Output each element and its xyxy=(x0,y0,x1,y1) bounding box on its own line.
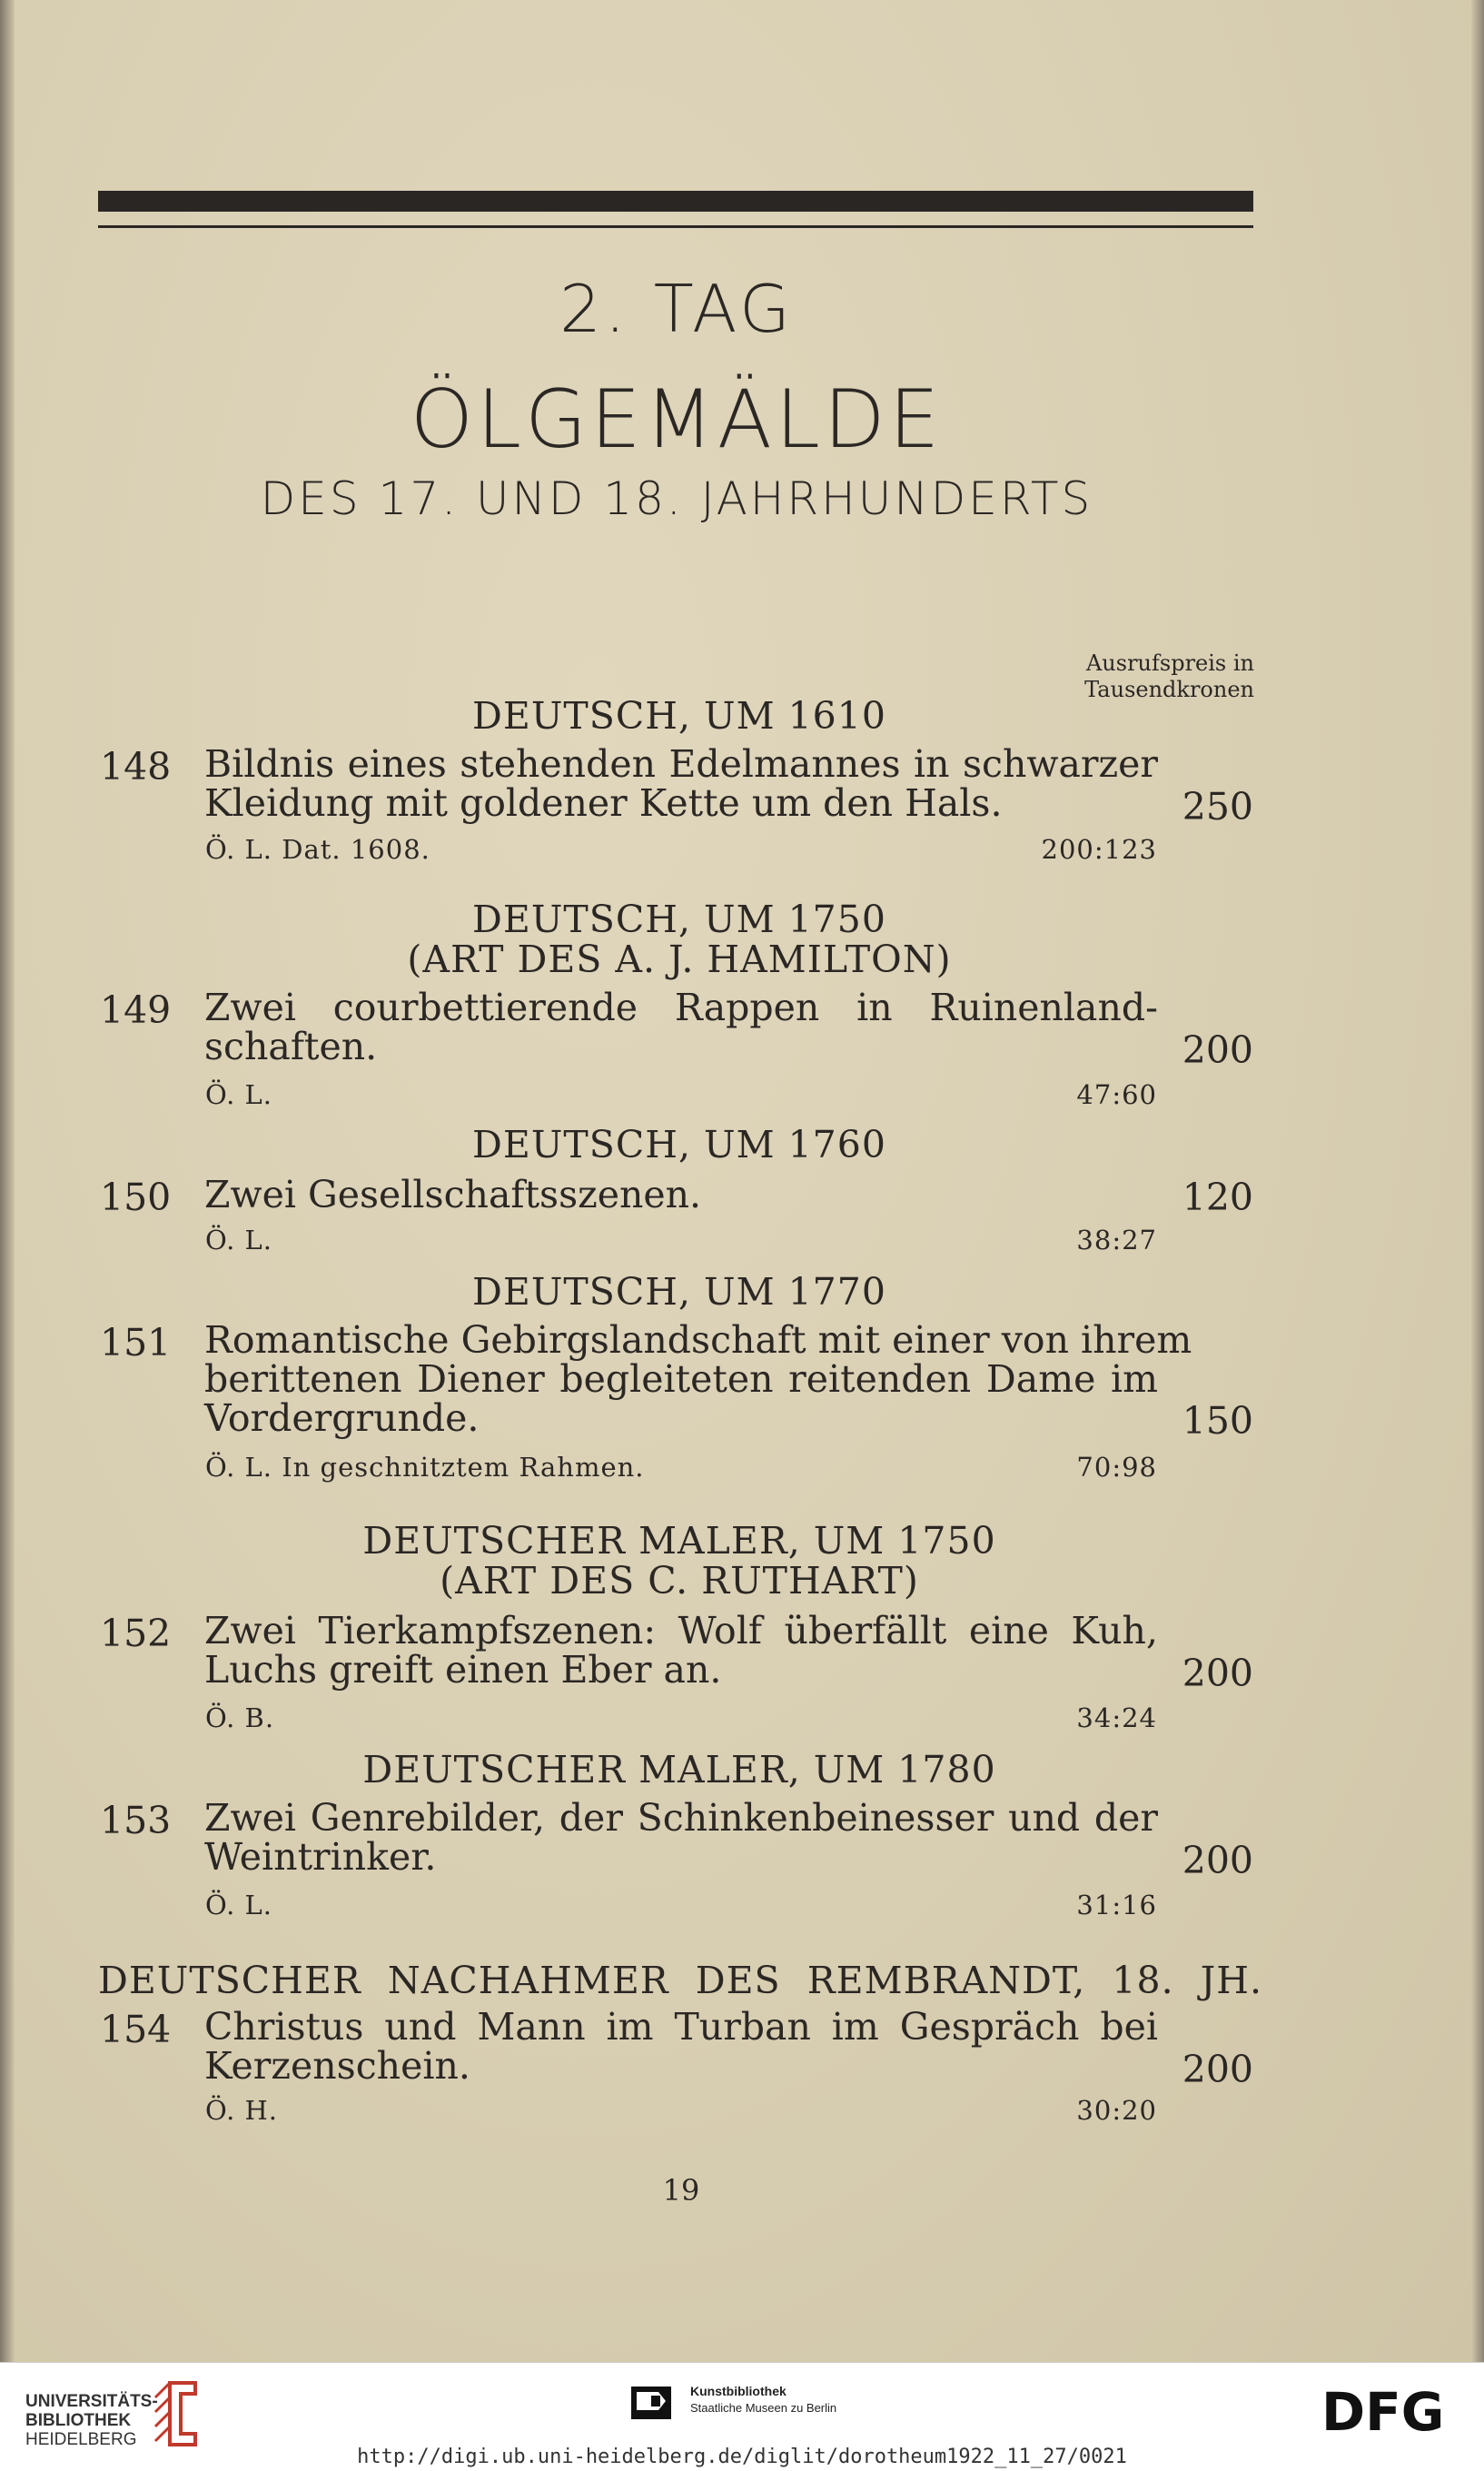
artist-attribution: (ART DES C. RUTHART) xyxy=(440,1559,919,1603)
kunstbibliothek-logo-icon[interactable] xyxy=(631,2383,675,2423)
lot-description-line: Kerzenschein. xyxy=(204,2044,470,2088)
lot-number: 154 xyxy=(100,2008,172,2051)
price-note-line-2: Tausendkronen xyxy=(1084,677,1254,702)
price-note-line-1: Ausrufspreis in xyxy=(1085,650,1254,676)
lot-description-line: Bildnis eines stehenden Edelmannes in schwarzer xyxy=(204,742,1158,786)
section-title: ÖLGEMÄLDE xyxy=(410,372,944,466)
artist-heading: DEUTSCHER NACHAHMER DES REMBRANDT, 18. JH. xyxy=(98,1959,1262,2002)
kunstbibliothek-name: Kunstbibliothek xyxy=(690,2384,787,2398)
artist-heading: DEUTSCHER MALER, UM 1750 xyxy=(362,1519,996,1563)
artist-heading: DEUTSCH, UM 1750 xyxy=(472,898,886,941)
artist-heading: DEUTSCH, UM 1760 xyxy=(472,1123,886,1166)
lot-description-line: Zwei Gesellschaftsszenen. xyxy=(204,1173,702,1216)
university-library-logo-icon[interactable] xyxy=(150,2376,204,2452)
lot-description xyxy=(204,1796,1158,1879)
library-name-line-2: BIBLIOTHEK xyxy=(25,2411,132,2430)
section-subtitle: DES 17. UND 18. JAHRHUNDERTS xyxy=(260,472,1093,525)
lot-description-line: berittenen Diener begleiteten reitenden Dame im xyxy=(204,1357,1158,1401)
lot-description-line: Luchs greift einen Eber an. xyxy=(204,1648,722,1692)
artist-heading: DEUTSCH, UM 1610 xyxy=(472,694,886,738)
lot-description-line: Zwei Tierkampfszenen: Wolf überfällt eine Kuh, xyxy=(204,1609,1158,1652)
lot-description-line: schaften. xyxy=(204,1025,378,1068)
decorative-rule-thick xyxy=(98,191,1253,212)
lot-dimensions: 38:27 xyxy=(1076,1225,1157,1255)
lot-dimensions: 30:20 xyxy=(1076,2095,1157,2126)
university-library-label[interactable] xyxy=(25,2392,158,2449)
lot-description xyxy=(204,742,1158,825)
lot-description xyxy=(204,2005,1158,2088)
lot-description-line: Zwei courbettierende Rappen in Ruinenland- xyxy=(204,986,1158,1029)
lot-description-line: Romantische Gebirgslandschaft mit einer von ihrem xyxy=(204,1318,1192,1362)
lot-dimensions: 47:60 xyxy=(1076,1079,1157,1110)
lot-number: 152 xyxy=(100,1612,172,1655)
lot-number: 150 xyxy=(100,1176,172,1219)
day-heading: 2. TAG xyxy=(559,271,794,347)
lot-description-line: Weintrinker. xyxy=(204,1835,437,1879)
lot-medium: Ö. L. xyxy=(205,1890,272,1920)
lot-dimensions: 200:123 xyxy=(1041,834,1157,865)
lot-number: 149 xyxy=(100,988,172,1032)
kunstbibliothek-museum: Staatliche Museen zu Berlin xyxy=(690,2401,837,2415)
lot-price: 200 xyxy=(1182,1028,1253,1072)
lot-description xyxy=(204,1609,1158,1692)
artist-heading: DEUTSCH, UM 1770 xyxy=(472,1270,886,1314)
lot-dimensions: 31:16 xyxy=(1076,1890,1157,1920)
artist-attribution: (ART DES A. J. HAMILTON) xyxy=(407,938,952,981)
lot-medium: Ö. L. xyxy=(205,1079,272,1110)
lot-number: 148 xyxy=(100,745,172,789)
page-edge-shadow-left xyxy=(0,0,15,2362)
lot-number: 151 xyxy=(100,1321,172,1365)
dfg-logo-icon[interactable] xyxy=(1321,2383,1462,2437)
artist-heading: DEUTSCHER MALER, UM 1780 xyxy=(362,1748,996,1791)
lot-medium: Ö. B. xyxy=(205,1702,275,1733)
lot-description-line: Kleidung mit goldener Kette um den Hals. xyxy=(204,781,1003,825)
lot-number: 153 xyxy=(100,1799,172,1842)
decorative-rule-thin xyxy=(98,225,1253,228)
lot-description xyxy=(204,1318,1192,1440)
dfg-logo-text: DFG xyxy=(1321,2383,1445,2437)
lot-dimensions: 70:98 xyxy=(1076,1452,1157,1483)
library-name-line-3: HEIDELBERG xyxy=(25,2430,137,2449)
lot-medium: Ö. L. Dat. 1608. xyxy=(205,834,430,865)
digitization-footer xyxy=(0,2362,1484,2471)
lot-price: 200 xyxy=(1182,1839,1253,1882)
library-name-line-1: UNIVERSITÄTS- xyxy=(25,2392,158,2411)
lot-price: 150 xyxy=(1182,1399,1253,1443)
lot-price: 250 xyxy=(1182,785,1253,829)
lot-medium: Ö. H. xyxy=(205,2095,279,2126)
lot-price: 200 xyxy=(1182,1652,1253,1695)
lot-price: 120 xyxy=(1182,1176,1253,1219)
lot-medium: Ö. L. In geschnitztem Rahmen. xyxy=(205,1452,645,1483)
page-edge-shadow-right xyxy=(1471,0,1484,2362)
permalink-url[interactable]: http://digi.ub.uni-heidelberg.de/diglit/dorotheum1922_11_27/0021 xyxy=(357,2446,1127,2468)
page-number: 19 xyxy=(662,2173,700,2208)
lot-description-line: Vordergrunde. xyxy=(204,1396,480,1440)
lot-description-line: Christus und Mann im Turban im Gespräch bei xyxy=(204,2005,1158,2049)
lot-description xyxy=(204,988,1158,1067)
lot-description-line: Zwei Genrebilder, der Schinkenbeinesser und der xyxy=(204,1796,1158,1840)
lot-dimensions: 34:24 xyxy=(1076,1702,1157,1733)
lot-medium: Ö. L. xyxy=(205,1225,272,1255)
lot-description xyxy=(204,1173,1158,1216)
lot-price: 200 xyxy=(1182,2048,1253,2091)
kunstbibliothek-label[interactable] xyxy=(690,2383,836,2416)
